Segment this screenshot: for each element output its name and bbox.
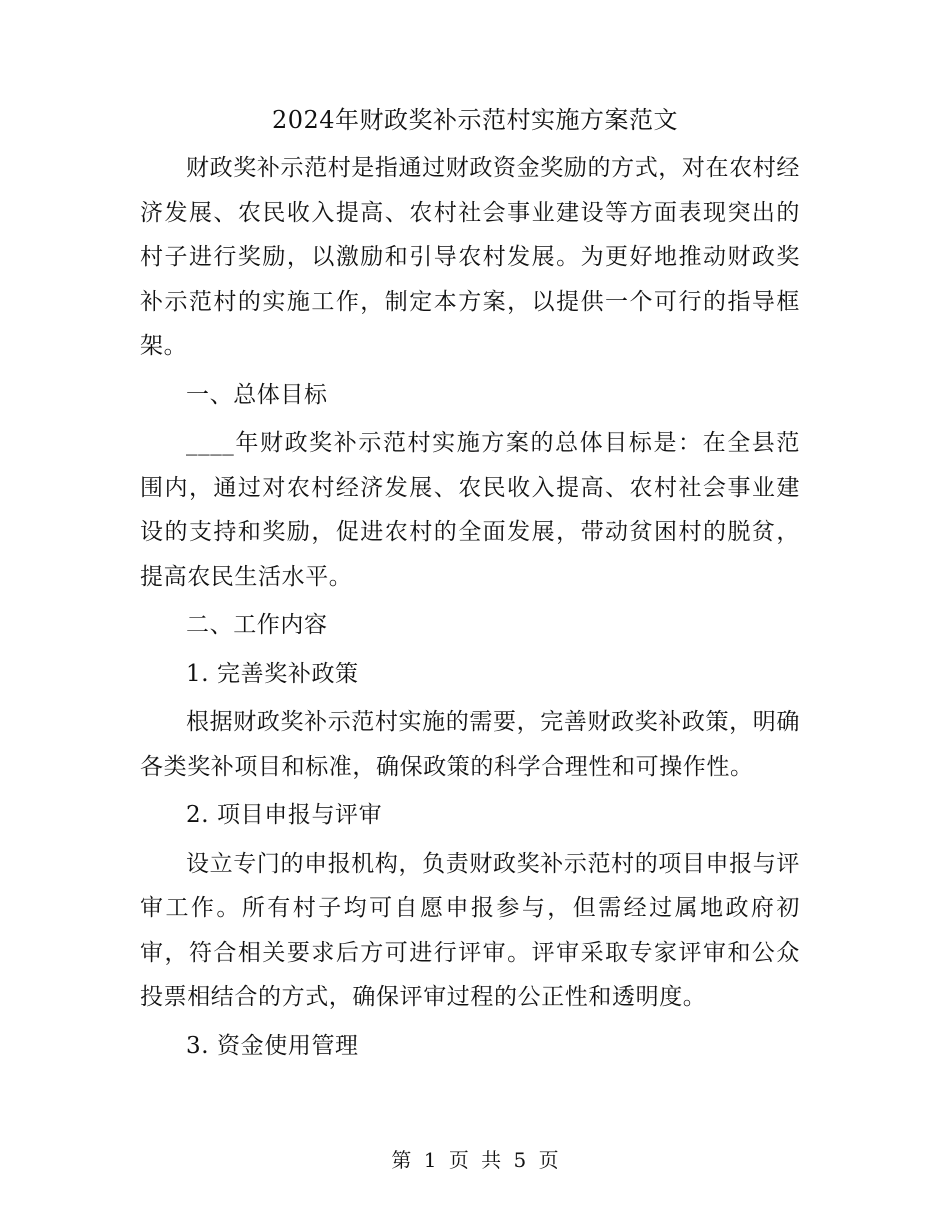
document-title: 2024年财政奖补示范村实施方案范文: [271, 106, 679, 134]
section-heading-overall-goal: 一、总体目标: [186, 381, 328, 408]
subheading-fund-management: 3. 资金使用管理: [186, 1032, 359, 1059]
application-review-paragraph: 设立专门的申报机构，负责财政奖补示范村的项目申报与评审工作。所有村子均可自愿申报参与，但需经过属地政府初审，符合相关要求后方可进行评审。评审采取专家评审和公众投票相结合的方式，确保评审过程的公正性和透明度。: [140, 850, 800, 1010]
section-heading-work-content: 二、工作内容: [186, 612, 328, 638]
policy-paragraph: 根据财政奖补示范村实施的需要，完善财政奖补政策，明确各类奖补项目和标准，确保政策的科学合理性和可操作性。: [140, 709, 800, 780]
subheading-application-review: 2. 项目申报与评审: [186, 802, 383, 828]
document-body: [140, 146, 800, 1072]
page-number-footer: 第 1 页 共 5 页: [391, 1148, 559, 1172]
overall-goal-paragraph: ____年财政奖补示范村实施方案的总体目标是：在全县范围内，通过对农村经济发展、农民收入提高、农村社会事业建设的支持和奖励，促进农村的全面发展，带动贫困村的脱贫，提高农民生活水平。: [140, 430, 800, 590]
subheading-policy: 1. 完善奖补政策: [186, 660, 359, 687]
intro-paragraph: 财政奖补示范村是指通过财政资金奖励的方式，对在农村经济发展、农民收入提高、农村社会事业建设等方面表现突出的村子进行奖励，以激励和引导农村发展。为更好地推动财政奖补示范村的实施工作，制定本方案，以提供一个可行的指导框架。: [140, 155, 800, 359]
